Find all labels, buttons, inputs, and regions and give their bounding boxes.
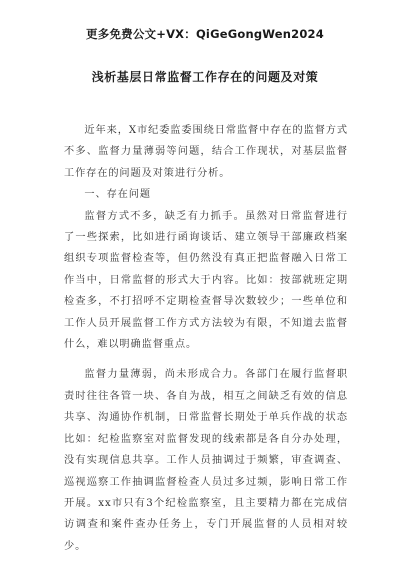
watermark-header: 更多免费公文+VX：QiGeGongWen2024	[86, 27, 324, 41]
body-paragraph-1: 监督方式不多，缺乏有力抓手。虽然对日常监督进行了一些探索，比如进行函询谈话、建立领导干部廉政档案组织专项监督检查等，但仍然没有真正把监督融入日常工作当中，日常监督的形式大于内容。比如：按部就班定期检查多，不打招呼不定期检查督导次数较少；一些单位和工作人员开展监督工作方式方法较为有限，不知道去监督什么，难以明确监督重点。	[64, 210, 348, 351]
document-title: 浅析基层日常监督工作存在的问题及对策	[91, 70, 319, 84]
intro-paragraph: 近年来，X市纪委监委围绕日常监督中存在的监督方式不多、监督力量薄弱等问题，结合工作现状，对基层监督工作存在的问题及对策进行分析。	[64, 125, 348, 179]
section-heading: 一、存在问题	[84, 189, 151, 201]
body-paragraph-2: 监督力量薄弱，尚未形成合力。各部门在履行监督职责时往往各管一块、各自为战，相互之间缺乏有效的信息共享、沟通协作机制，日常监督长期处于单兵作战的状态比如：纪检监察室对监督发现的线索都是各自分办处理，没有实现信息共享。工作人员抽调过于频繁，审查调查、巡视巡察工作抽调监督检查人员过多过频，影响日常工作开展。xx市只有3个纪检监察室，且主要精力都在完成信访调查和案件查办任务上，专门开展监督的人员相对较少。	[64, 369, 348, 552]
document-body	[64, 120, 348, 557]
